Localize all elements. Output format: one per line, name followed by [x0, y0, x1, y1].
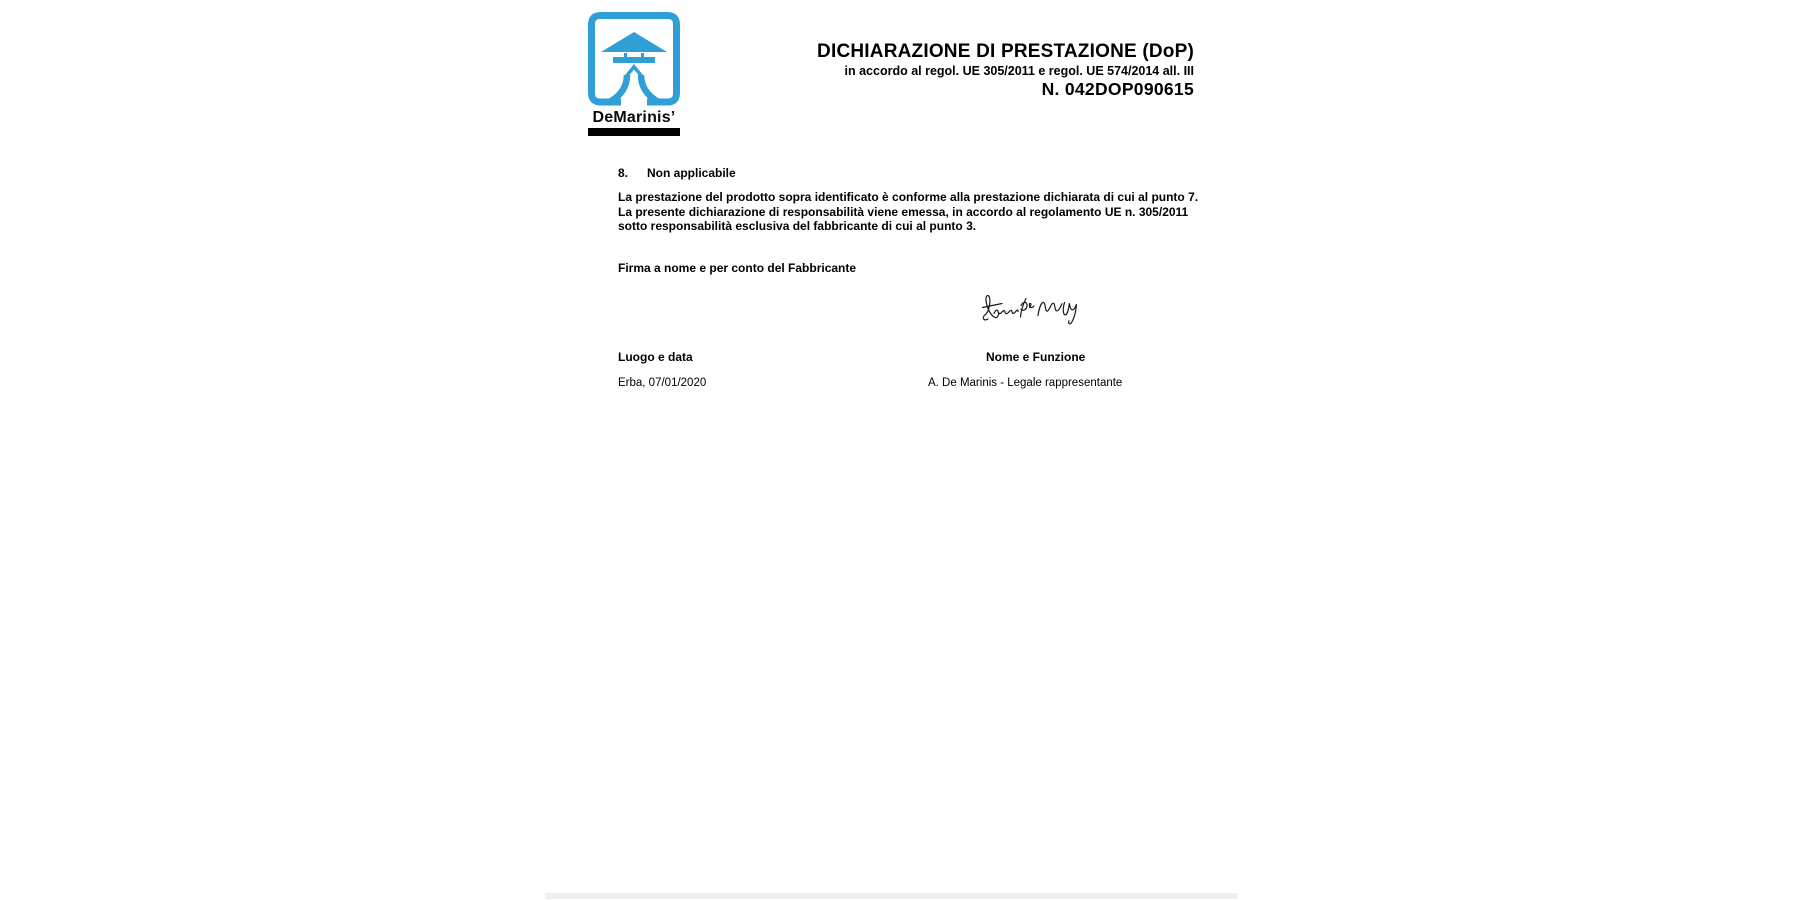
document-page [545, 0, 1243, 900]
place-value: Erba, 07/01/2020 [618, 377, 707, 389]
demarinis-logo-wordmark: DeMarinis’ [592, 109, 676, 126]
demarinis-logo [588, 12, 680, 136]
name-value: A. De Marinis - Legale rappresentante [928, 377, 1123, 389]
page-bottom-edge [545, 893, 1237, 899]
document-subtitle: in accordo al regol. UE 305/2011 e regol. UE 574/2014 all. III [844, 64, 1194, 78]
paragraph-line: La presente dichiarazione di responsabilità viene emessa, in accordo al regolamento UE n. 305/2011 [618, 204, 1189, 219]
paragraph-line: La prestazione del prodotto sopra identificato è conforme alla prestazione dichiarata di cui al punto 7. [618, 190, 1199, 204]
section-label: Non applicabile [647, 166, 736, 180]
place-label: Luogo e data [618, 350, 693, 364]
document-title: DICHIARAZIONE DI PRESTAZIONE (DoP) [817, 41, 1194, 62]
demarinis-logo-mark-icon [588, 12, 680, 108]
demarinis-logo-bar [588, 128, 680, 136]
section-8-heading [618, 166, 736, 181]
document-header [817, 42, 1194, 98]
document-number: N. 042DOP090615 [1041, 79, 1194, 99]
signature-caption: Firma a nome e per conto del Fabbricante [618, 261, 857, 275]
name-label: Nome e Funzione [986, 350, 1086, 364]
declaration-paragraph [618, 190, 1198, 234]
section-number: 8. [618, 166, 629, 180]
signature-handwriting [980, 291, 1078, 327]
paragraph-line: sotto responsabilità esclusiva del fabbricante di cui al punto 3. [618, 219, 977, 234]
